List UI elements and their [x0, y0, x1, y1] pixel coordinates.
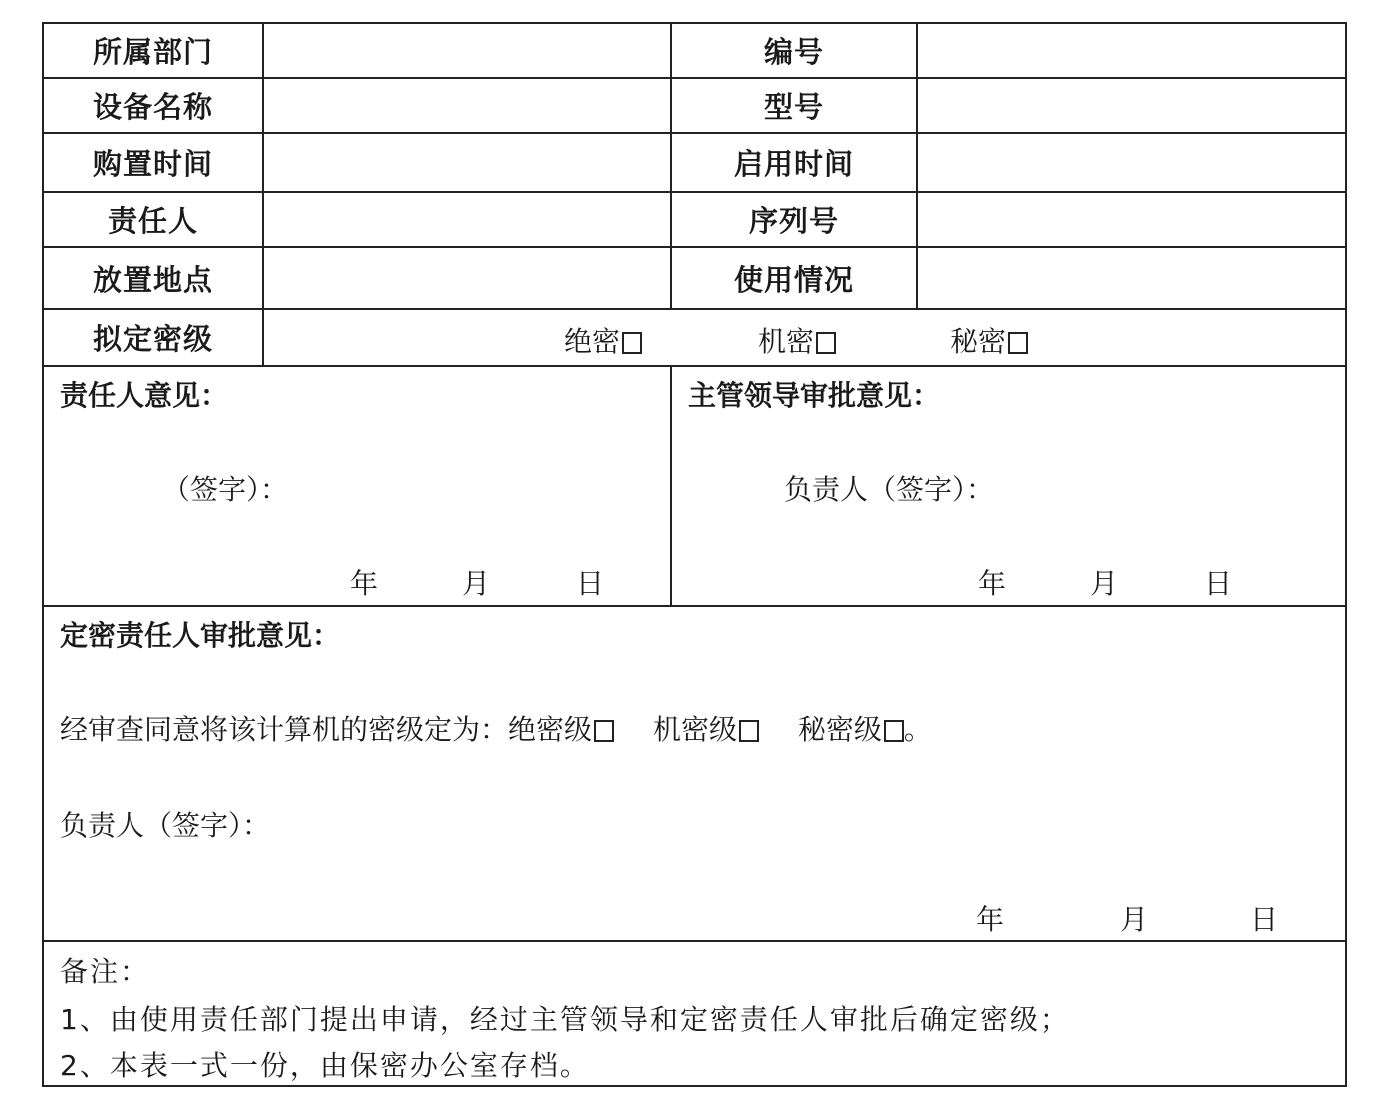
activation-time-label: 启用时间 — [733, 147, 854, 181]
supervisor-opinion-title: 主管领导审批意见： — [688, 379, 941, 412]
checkbox[interactable] — [594, 720, 614, 742]
row-divider — [44, 940, 1345, 942]
date-day: 日 — [576, 567, 605, 600]
date-month: 月 — [462, 567, 491, 600]
date-year: 年 — [976, 903, 1005, 936]
row-divider — [44, 605, 1345, 607]
device-name-label: 设备名称 — [92, 90, 213, 124]
date-month: 月 — [1090, 567, 1119, 600]
purchase-time-label: 购置时间 — [92, 147, 213, 181]
responsible-person-label: 责任人 — [107, 204, 198, 238]
remarks-title: 备注： — [60, 955, 151, 988]
classifier-sign-label: 负责人（签字）： — [60, 809, 271, 842]
col-divider — [670, 365, 672, 607]
classification-label: 拟定密级 — [92, 322, 213, 356]
remark-item: 1、由使用责任部门提出申请，经过主管领导和定密责任人审批后确定密级； — [60, 1003, 1070, 1036]
serial-number-label: 序列号 — [748, 204, 839, 238]
date-day: 日 — [1204, 567, 1233, 600]
model-label: 型号 — [763, 90, 824, 124]
dept-label: 所属部门 — [92, 35, 213, 69]
col-divider — [262, 24, 264, 367]
responsible-opinion-title: 责任人意见： — [60, 379, 229, 412]
remark-item: 2、本表一式一份，由保密办公室存档。 — [60, 1049, 590, 1082]
date-year: 年 — [350, 567, 379, 600]
usage-label: 使用情况 — [733, 262, 854, 297]
date-day: 日 — [1250, 903, 1279, 936]
checkbox[interactable] — [816, 332, 836, 354]
option-secret[interactable]: 机密 — [758, 320, 836, 360]
option-top-secret[interactable]: 绝密 — [564, 320, 642, 360]
classification-form — [42, 22, 1347, 1087]
checkbox[interactable] — [739, 720, 759, 742]
classifier-opinion-title: 定密责任人审批意见： — [60, 619, 341, 652]
checkbox[interactable] — [884, 720, 904, 742]
number-label: 编号 — [763, 35, 824, 69]
option-confidential[interactable]: 秘密 — [950, 320, 1028, 360]
date-year: 年 — [978, 567, 1007, 600]
row-divider — [44, 365, 1345, 367]
classifier-statement: 经审查同意将该计算机的密级定为：绝密级 机密级 秘密级 。 — [60, 713, 932, 746]
date-month: 月 — [1120, 903, 1149, 936]
col-divider — [916, 24, 918, 310]
checkbox[interactable] — [1008, 332, 1028, 354]
checkbox[interactable] — [622, 332, 642, 354]
supervisor-sign-label: 负责人（签字）： — [784, 473, 995, 506]
location-label: 放置地点 — [92, 262, 213, 297]
responsible-sign-label: （签字）： — [162, 473, 289, 506]
